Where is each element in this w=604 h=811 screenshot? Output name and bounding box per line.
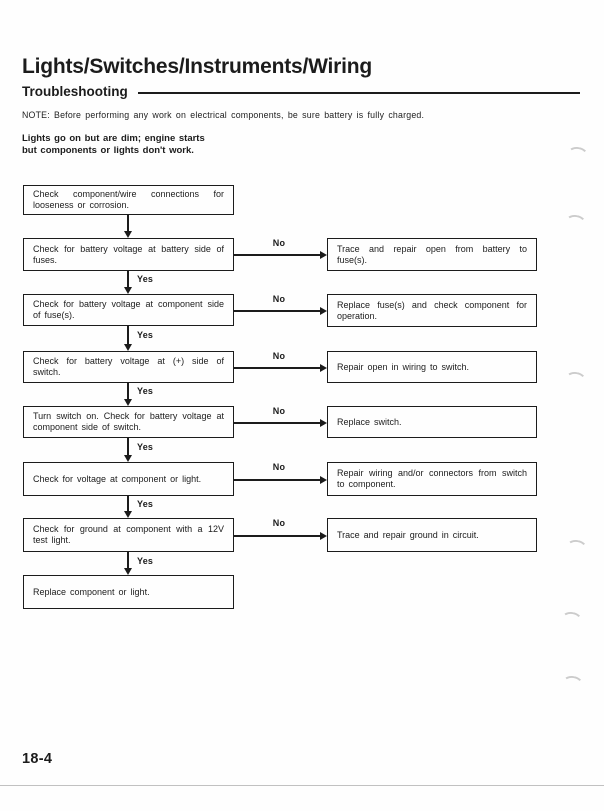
arrow-down-icon [127, 496, 129, 512]
flow-step-text: Check for battery voltage at component side of fuse(s). [33, 299, 224, 320]
arrow-right-icon [234, 422, 320, 424]
flow-action-box-5 [327, 406, 537, 438]
flow-step-box-6 [23, 462, 234, 496]
flow-step-text: Turn switch on. Check for battery voltage at component side of switch. [33, 411, 224, 432]
arrow-down-icon [127, 438, 129, 456]
arrow-down-icon [127, 383, 129, 400]
no-label: No [272, 351, 286, 361]
page-title: Lights/Switches/Instruments/Wiring [22, 55, 373, 78]
flow-action-box-2 [327, 238, 537, 271]
flow-step-text: Check for voltage at component or light. [33, 473, 202, 484]
flow-action-box-4 [327, 351, 537, 383]
flow-step-box-1 [23, 185, 234, 215]
note-text: NOTE: Before performing any work on electrical components, be sure battery is fully charged. [22, 110, 425, 120]
flow-action-box-3 [327, 294, 537, 327]
flow-action-text: Repair wiring and/or connectors from switch to component. [337, 468, 527, 489]
section-title: Troubleshooting [22, 84, 128, 99]
arrow-down-icon [127, 271, 129, 288]
flow-action-text: Trace and repair ground in circuit. [337, 529, 479, 540]
yes-label: Yes [137, 442, 154, 452]
arrow-right-icon [234, 310, 320, 312]
flow-step-text: Check for battery voltage at battery side of fuses. [33, 243, 224, 265]
arrow-right-icon [234, 535, 320, 537]
flow-action-text: Replace fuse(s) and check component for operation. [337, 299, 527, 321]
yes-label: Yes [137, 330, 154, 340]
flow-step-text: Check for ground at component with a 12V test light. [33, 524, 224, 545]
no-label: No [272, 238, 286, 248]
flow-action-box-7 [327, 518, 537, 552]
yes-label: Yes [137, 386, 154, 396]
page-edge-line [0, 785, 604, 786]
flow-step-text: Replace component or light. [33, 586, 150, 597]
yes-label: Yes [137, 556, 154, 566]
no-label: No [272, 294, 286, 304]
flow-step-box-7 [23, 518, 234, 552]
flow-step-text: Check for battery voltage at (+) side of switch. [33, 356, 224, 377]
symptom-line-1: Lights go on but are dim; engine starts [22, 133, 205, 144]
arrow-down-icon [127, 326, 129, 345]
yes-label: Yes [137, 274, 154, 284]
yes-label: Yes [137, 499, 154, 509]
flow-step-box-5 [23, 406, 234, 438]
flow-action-text: Replace switch. [337, 416, 402, 427]
flow-step-box-4 [23, 351, 234, 383]
flow-step-box-2 [23, 238, 234, 271]
arrow-down-icon [127, 552, 129, 569]
flow-action-box-6 [327, 462, 537, 496]
flow-step-box-3 [23, 294, 234, 326]
arrow-down-icon [127, 215, 129, 232]
flow-step-box-8 [23, 575, 234, 609]
symptom-line-2: but components or lights don't work. [22, 145, 194, 156]
flow-action-text: Repair open in wiring to switch. [337, 361, 470, 372]
no-label: No [272, 462, 286, 472]
arrow-right-icon [234, 367, 320, 369]
no-label: No [272, 518, 286, 528]
flow-action-text: Trace and repair open from battery to fuse(s). [337, 243, 527, 265]
arrow-right-icon [234, 479, 320, 481]
flow-step-text: Check component/wire connections for looseness or corrosion. [33, 189, 224, 210]
page-number: 18-4 [22, 751, 53, 767]
no-label: No [272, 406, 286, 416]
arrow-right-icon [234, 254, 320, 256]
